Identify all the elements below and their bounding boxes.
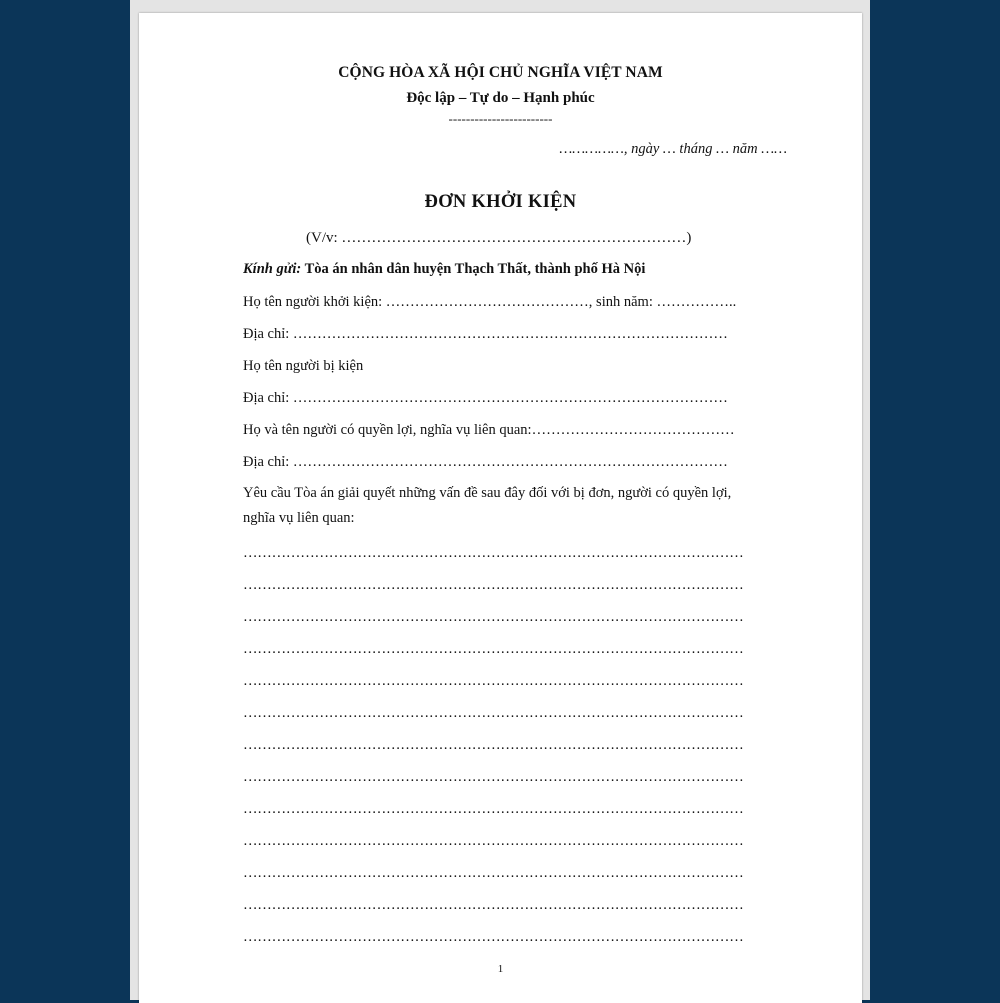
- dotted-line: ……………………………………………………………………………………………: [243, 737, 744, 753]
- addressee-line: [243, 261, 798, 278]
- related-party-address-line: Địa chỉ: ………………………………………………………………………………: [243, 454, 728, 470]
- defendant-line: Họ tên người bị kiện: [243, 358, 364, 374]
- dotted-line: ……………………………………………………………………………………………: [243, 929, 744, 945]
- addressee-text: Tòa án nhân dân huyện Thạch Thất, thành phố Hà Nội: [301, 261, 646, 277]
- plaintiff-address-line: Địa chỉ: ………………………………………………………………………………: [243, 326, 728, 342]
- document-viewer: [130, 0, 870, 1000]
- addressee-lead: Kính gửi:: [243, 261, 302, 277]
- request-line: Yêu cầu Tòa án giải quyết những vấn đề sau đây đối với bị đơn, người có quyền lợi,: [243, 485, 732, 501]
- plaintiff-line: Họ tên người khởi kiện: ……………………………………, sinh năm: ……………..: [243, 294, 737, 310]
- dotted-line: ……………………………………………………………………………………………: [243, 609, 744, 625]
- dotted-line: ……………………………………………………………………………………………: [243, 577, 744, 593]
- document-title: ĐƠN KHỞI KIỆN: [424, 192, 577, 212]
- dotted-line: ……………………………………………………………………………………………: [243, 897, 744, 913]
- dotted-line: ……………………………………………………………………………………………: [243, 673, 744, 689]
- dotted-line: ……………………………………………………………………………………………: [243, 769, 744, 785]
- dotted-line: ……………………………………………………………………………………………: [243, 801, 744, 817]
- motto-divider: ------------------------: [448, 111, 553, 126]
- subject-line: (V/v: ……………………………………………………………): [306, 230, 692, 246]
- dotted-line: ……………………………………………………………………………………………: [243, 865, 744, 881]
- dotted-line: ……………………………………………………………………………………………: [243, 833, 744, 849]
- request-dotted-lines: [243, 541, 789, 957]
- independence-line: Độc lập – Tự do – Hạnh phúc: [406, 90, 595, 106]
- date-line: ……………, ngày … tháng … năm ……: [559, 141, 787, 157]
- dotted-line: ……………………………………………………………………………………………: [243, 705, 744, 721]
- request-line-continued: nghĩa vụ liên quan:: [243, 510, 355, 526]
- dotted-line: ……………………………………………………………………………………………: [243, 641, 744, 657]
- defendant-address-line: Địa chỉ: ………………………………………………………………………………: [243, 390, 728, 406]
- page-number: 1: [497, 963, 504, 975]
- related-party-line: Họ và tên người có quyền lợi, nghĩa vụ liên quan:……………………………………: [243, 422, 735, 438]
- national-motto: CỘNG HÒA XÃ HỘI CHỦ NGHĨA VIỆT NAM: [338, 64, 663, 81]
- document-page: [139, 13, 862, 1003]
- dotted-line: ……………………………………………………………………………………………: [243, 545, 744, 561]
